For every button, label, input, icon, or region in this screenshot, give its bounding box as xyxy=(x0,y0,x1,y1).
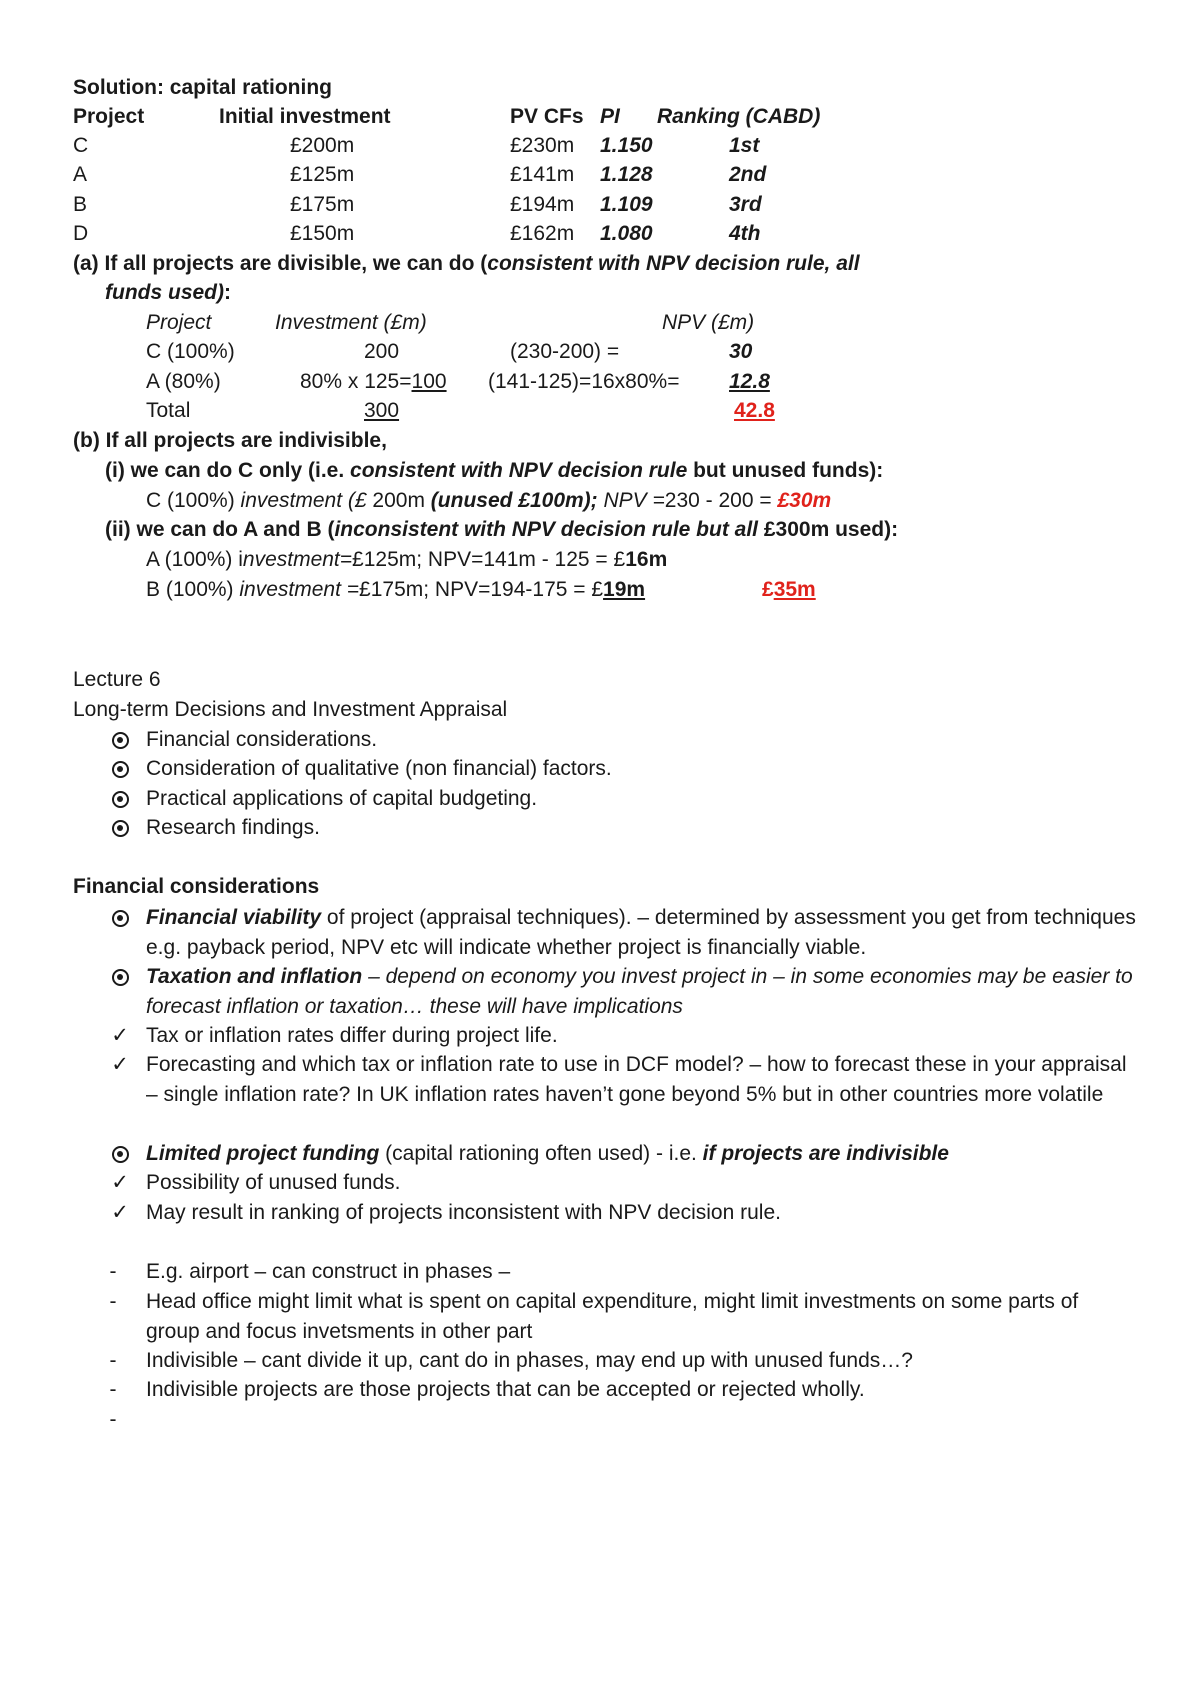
lecture-title: Long-term Decisions and Investment Appraisal xyxy=(73,698,508,721)
radio-bullet-icon xyxy=(108,813,132,843)
taxation-inflation-item: Taxation and inflation – depend on economy you invest project in – in some economies may be easier to forecast inflation or taxation… these will have implications xyxy=(146,965,1133,1018)
check-icon: ✓ xyxy=(111,1024,129,1047)
part-a-heading: (a) If all projects are divisible, we can do (consistent with NPV decision rule, all xyxy=(73,252,860,275)
option-ii-line-b: B (100%) investment =£175m; NPV=194-175 = £19m xyxy=(146,578,646,601)
financial-viability-item: Financial viability of project (appraisal techniques). – determined by assessment you get from techniques e.g. payback period, NPV etc will indicate whether project is financially viable. xyxy=(146,906,1136,959)
header-pi: PI xyxy=(600,105,620,128)
dash-bullet: - xyxy=(109,1349,117,1372)
list-item: Practical applications of capital budgeting. xyxy=(146,787,538,810)
npv-value: 12.8 xyxy=(729,370,770,393)
npv-calculation: (141-125)=16x80%= xyxy=(488,370,680,393)
row-project: D xyxy=(73,222,89,245)
row-initial: £175m xyxy=(290,193,355,216)
lecture-number: Lecture 6 xyxy=(73,668,161,691)
row-pv: £230m xyxy=(510,134,575,157)
total-investment: 300 xyxy=(364,399,400,422)
limited-funding-item: Limited project funding (capital rationing often used) - i.e. if projects are indivisible xyxy=(146,1142,949,1165)
radio-bullet-icon xyxy=(108,784,132,814)
project-label: A (80%) xyxy=(146,370,221,393)
note-item: E.g. airport – can construct in phases – xyxy=(146,1260,511,1283)
part-b-heading: (b) If all projects are indivisible, xyxy=(73,429,387,452)
npv-calculation: (230-200) = xyxy=(510,340,620,363)
row-pv: £141m xyxy=(510,163,575,186)
row-initial: £150m xyxy=(290,222,355,245)
financial-heading: Financial considerations xyxy=(73,875,320,898)
radio-bullet-icon xyxy=(108,754,132,784)
radio-bullet-icon xyxy=(108,903,132,933)
header-pv-cfs: PV CFs xyxy=(510,105,584,128)
list-item: Research findings. xyxy=(146,816,320,839)
project-label: C (100%) xyxy=(146,340,235,363)
list-item: May result in ranking of projects inconsistent with NPV decision rule. xyxy=(146,1201,781,1224)
option-ii-total: £35m xyxy=(762,578,816,601)
row-project: A xyxy=(73,163,88,186)
row-rank: 2nd xyxy=(729,163,767,186)
col-investment: Investment (£m) xyxy=(275,311,427,334)
dash-bullet: - xyxy=(109,1408,117,1431)
option-ii-line-a: A (100%) investment=£125m; NPV=141m - 125 = £16m xyxy=(146,548,668,571)
row-rank: 4th xyxy=(729,222,761,245)
radio-bullet-icon xyxy=(108,962,132,992)
row-project: B xyxy=(73,193,88,216)
dash-bullet: - xyxy=(109,1260,117,1283)
dash-bullet: - xyxy=(109,1290,117,1313)
header-ranking: Ranking (CABD) xyxy=(657,105,821,128)
check-icon: ✓ xyxy=(111,1201,129,1224)
part-a-heading-cont: funds used): xyxy=(105,281,231,304)
list-item: Financial considerations. xyxy=(146,728,378,751)
note-item: Indivisible projects are those projects that can be accepted or rejected wholly. xyxy=(146,1378,865,1401)
row-pi: 1.150 xyxy=(600,134,653,157)
check-icon: ✓ xyxy=(111,1171,129,1194)
row-pv: £194m xyxy=(510,193,575,216)
header-initial-investment: Initial investment xyxy=(219,105,391,128)
check-icon: ✓ xyxy=(111,1053,129,1076)
list-item: Consideration of qualitative (non financial) factors. xyxy=(146,757,612,780)
part-b-option-ii: (ii) we can do A and B (inconsistent with NPV decision rule but all £300m used): xyxy=(105,518,899,541)
dash-bullet: - xyxy=(109,1378,117,1401)
list-item: Tax or inflation rates differ during project life. xyxy=(146,1024,558,1047)
npv-value: 30 xyxy=(729,340,753,363)
note-item: Head office might limit what is spent on capital expenditure, might limit investments on some parts of group and focus invetsments in other part xyxy=(146,1290,1079,1343)
part-b-option-i: (i) we can do C only (i.e. consistent with NPV decision rule but unused funds): xyxy=(105,459,884,482)
header-project: Project xyxy=(73,105,145,128)
radio-bullet-icon xyxy=(108,725,132,755)
option-i-detail: C (100%) investment (£ 200m (unused £100m); NPV =230 - 200 = £30m xyxy=(146,489,832,512)
radio-bullet-icon xyxy=(108,1139,132,1169)
row-pv: £162m xyxy=(510,222,575,245)
row-pi: 1.109 xyxy=(600,193,653,216)
col-npv: NPV (£m) xyxy=(662,311,755,334)
investment-value: 200 xyxy=(364,340,400,363)
total-label: Total xyxy=(146,399,191,422)
investment-value: 80% x 125=100 xyxy=(300,370,447,393)
row-initial: £125m xyxy=(290,163,355,186)
row-pi: 1.128 xyxy=(600,163,653,186)
row-rank: 3rd xyxy=(729,193,762,216)
note-item: Indivisible – cant divide it up, cant do in phases, may end up with unused funds…? xyxy=(146,1349,913,1372)
row-project: C xyxy=(73,134,89,157)
row-rank: 1st xyxy=(729,134,760,157)
solution-title: Solution: capital rationing xyxy=(73,76,332,99)
row-initial: £200m xyxy=(290,134,355,157)
total-npv: 42.8 xyxy=(734,399,775,422)
list-item: Possibility of unused funds. xyxy=(146,1171,401,1194)
row-pi: 1.080 xyxy=(600,222,653,245)
list-item: Forecasting and which tax or inflation rate to use in DCF model? – how to forecast these in your appraisal – single inflation rate? In UK inflation rates haven’t gone beyond 5% but in other countries more volatile xyxy=(146,1053,1127,1106)
col-project: Project xyxy=(146,311,212,334)
